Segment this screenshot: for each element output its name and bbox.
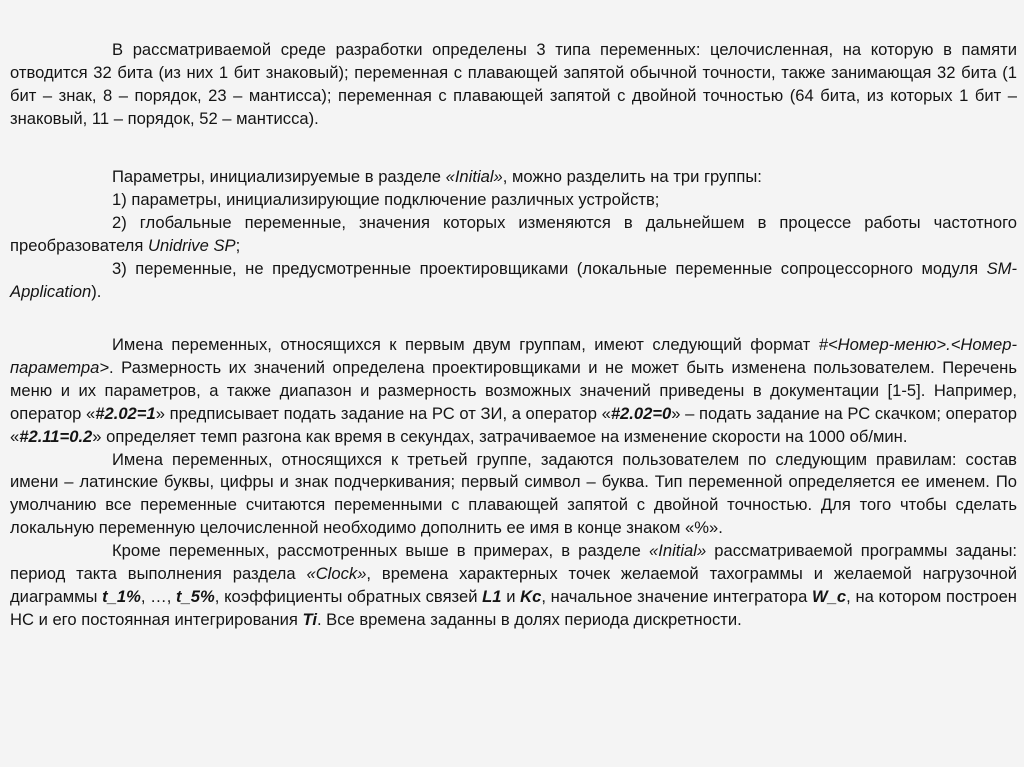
initial-term: «Initial» (649, 541, 707, 561)
name-format-term: #<Номер-меню>.<Номер-параметра> (10, 335, 1017, 377)
variable-name: W_c (812, 586, 847, 606)
text-run: Кроме переменных, рассмотренных выше в примерах, в разделе (112, 541, 649, 561)
text-run: 2) глобальные переменные, значения которых изменяются в дальнейшем в процессе работы частотного преобразователя (10, 212, 1017, 255)
clock-term: «Clock» (306, 564, 367, 584)
paragraph-initial-section (10, 540, 1017, 632)
text-run: Параметры, инициализируемые в разделе (112, 167, 446, 186)
operator-example: #2.11=0.2 (19, 426, 93, 446)
text-run: ; (235, 235, 241, 255)
groups-intro (10, 166, 1017, 189)
group-item-3 (10, 258, 1017, 304)
paragraph-variable-types (10, 39, 1017, 131)
operator-example: #2.02=1 (95, 403, 156, 423)
text-run: 3) переменные, не предусмотренные проектировщиками (локальные переменные сопроцессорного модуля (112, 258, 987, 278)
text-run: » определяет темп разгона как время в секундах, затрачиваемое на изменение скорости на 1000 об/мин. (92, 426, 908, 446)
text-run: Имена переменных, относящихся к первым двум группам, имеют следующий формат (112, 335, 819, 354)
group-item-1: 1) параметры, инициализирующие подключение различных устройств; (112, 189, 660, 209)
operator-example: #2.02=0 (610, 403, 672, 423)
text-run: рассматриваемой программы заданы: период такта выполнения раздела (10, 541, 1018, 584)
paragraph-text: В рассматриваемой среде разработки определены 3 типа переменных: целочисленная, на которую в памяти отводится 32 бита (из них 1 бит знаковый); переменная с плавающей запятой обычной точности, также занимающая 32 бита (1 бит – знак, 8 – порядок, 23 – мантисса); переменная с плавающей запятой с двойной точностью (64 бита, из которых 1 бит – знаковый, 11 – порядок, 52 – мантисса). (10, 40, 1017, 128)
text-run: , начальное значение интегратора (541, 586, 813, 606)
variable-name: Kc (520, 586, 542, 606)
paragraph-name-format (10, 334, 1017, 449)
unidrive-term: Unidrive SP (147, 235, 236, 255)
text-run: и (501, 586, 521, 606)
text-run: , времена характерных точек желаемой тахограммы и желаемой нагрузочной диаграммы (10, 564, 1017, 606)
variable-name: L1 (482, 586, 502, 606)
text-run: . Размерность их значений определена проектировщиками и не может быть изменена пользователем. Перечень меню и их параметров, а также диапазон и размерность возможных значений приведены в документации [1-5]. Например, оператор « (10, 357, 1017, 423)
text-run: » – подать задание на РС скачком; оператор « (10, 403, 1017, 446)
variable-name: t_5% (176, 586, 215, 606)
group-item-2 (10, 212, 1017, 258)
text-run: ). (91, 281, 102, 301)
text-run: . Все времена заданны в долях периода дискретности. (316, 609, 742, 629)
text-run: , можно разделить на три группы: (502, 167, 762, 186)
variable-name: t_1% (102, 586, 141, 606)
paragraph-local-names: Имена переменных, относящихся к третьей группе, задаются пользователем по следующим правилам: состав имени – латинские буквы, цифры и знак подчеркивания; первый символ – буква. Тип переменной определяется ее именем. По умолчанию все переменные считаются переменными с плавающей запятой с двойной точностью. Для того чтобы сделать локальную переменную целочисленной необходимо дополнить ее имя в конце знаком «%». (10, 449, 1017, 538)
paragraph-initial-groups (10, 166, 1017, 303)
text-run: , коэффициенты обратных связей (214, 586, 483, 606)
variable-name: Ti (302, 609, 317, 629)
text-run: , …, (140, 586, 177, 606)
paragraphs-variable-names (10, 334, 1017, 632)
text-run: » предписывает подать задание на РС от ЗИ, а оператор « (155, 403, 611, 423)
sm-application-term: SM-Application (10, 258, 1017, 301)
initial-term: «Initial» (445, 167, 503, 186)
text-run: , на котором построен НС и его постоянная интегрирования (10, 586, 1017, 629)
